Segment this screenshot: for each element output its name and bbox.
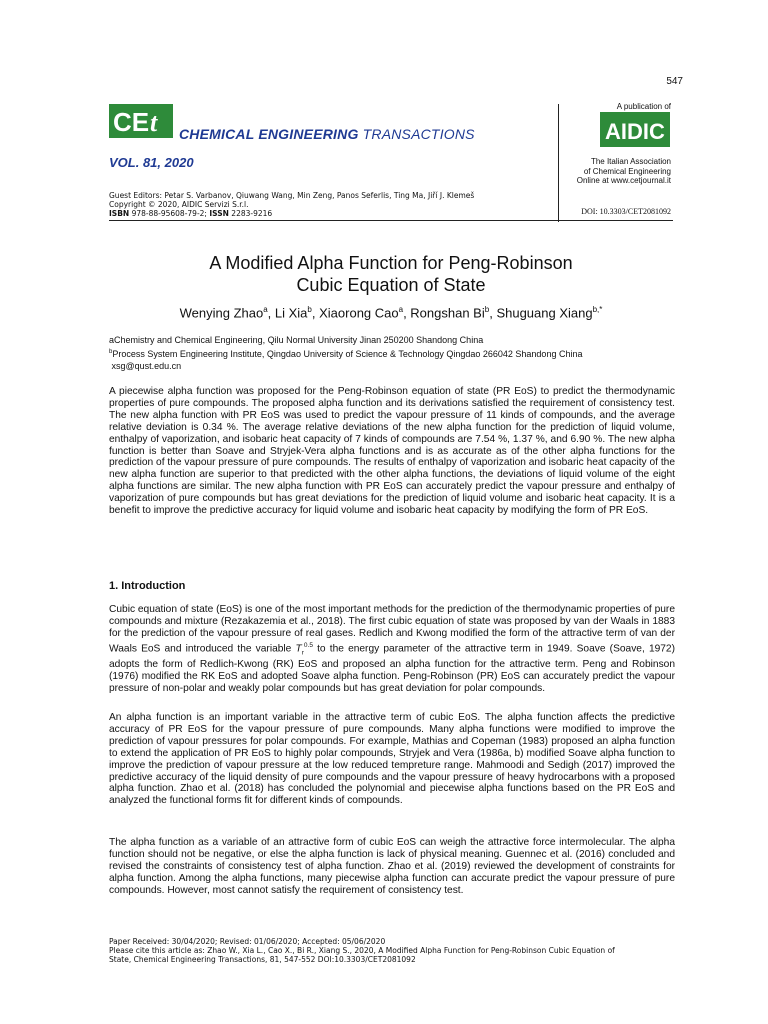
publisher-line: The Italian Association (590, 157, 671, 166)
section-heading-introduction: 1. Introduction (109, 580, 186, 592)
corresponding-email[interactable] (109, 360, 582, 372)
intro-paragraph-3: The alpha function as a variable of an attractive form of cubic EoS can weigh the attractive force intermolecular. The alpha function should not be negative, or else the alpha function is lack of physical meaning. Guennec et al. (2016) concluded and revised the constraints of consistency test of alpha function. Zhao et al. (2019) reviewed the development of constraints for alpha function. Among the alpha functions, many piecewise alpha function can accurate predict the vapour pressure of pure compounds. However, most cannot satisfy the requirement of consistency test. (109, 837, 675, 896)
intro-paragraph-2: An alpha function is an important variable in the attractive term of cubic EoS. The alpha function affects the predictive accuracy of PR EoS for the vapour pressure of pure compounds. Many alpha functions were modified to improve the prediction of vapour pressures for polar compounds. For example, Mathias and Copeman (1983) proposed an alpha function to extend the application of PR EoS to highly polar compounds, Stryjek and Vera (1986a, b) modified Soave alpha function to improve the prediction of vapour pressure at the low reduced tempreture range. Mahmoodi and Sedigh (2017) improved the predictive accuracy of the liquid density of pure compounds and the vapour pressure of heavy hydrocarbons with a proposed alpha function. Zhao et al. (2018) has concluded the polynomial and piecewise alpha functions based on the PR EoS and analyzed the functional forms fit for different kinds of compounds. (109, 712, 675, 807)
title-line-2: Cubic Equation of State (296, 275, 486, 295)
intro-p1-subscript: r (301, 649, 304, 657)
abstract: A piecewise alpha function was proposed for the Peng-Robinson equation of state (PR EoS) to predict the thermodynamic properties of pure compounds. The proposed alpha function and its derivations satisfied the requirement of consistency test. The new alpha function with PR EoS was used to predict the vapour pressure of 11 kinds of compounds, and the average relative deviation is 0.34 %. The average relative deviations of the new alpha function for the prediction of liquid volume, enthalpy of vaporization, and isobaric heat capacity of 7 kinds of compounds are 7.54 %, 1.37 %, and 6.90 %. The new alpha function is better than Soave and Stryjek-Vera alpha functions and is as accurate as of the other alpha functions for the prediction of the vapour pressure of pure compounds. The results of enthalpy of vaporization and isobaric heat capacity of the new alpha function are superior to that predicted with the other alpha functions, the deviations of liquid volume of the eight alpha functions are similar. The new alpha function with PR EoS can accurately predict the vapour pressure and enthalpy of vaporization of pure compounds but has great deviations for the prediction of liquid volume and isobaric heat capacity. It is a benefit to improve the predictive accuracy for liquid volume and isobaric heat capacity by modifying the form of PR EoS. (109, 386, 675, 517)
affiliation-b: Process System Engineering Institute, Qingdao University of Science & Technology Qingdao 266042 Shandong China (112, 349, 583, 359)
header-divider-vertical (558, 104, 559, 222)
author-affil-sup: a (398, 305, 404, 314)
publisher-line: of Chemical Engineering (583, 166, 671, 176)
citation-line-1: Please cite this article as: Zhao W., Xia L., Cao X., Bi R., Xiang S., 2020, A Modified Alpha Function for Peng-Robinson Cubic Equation of (109, 946, 615, 956)
publisher-info (577, 157, 671, 186)
guest-editors: Guest Editors: Petar S. Varbanov, Qiuwang Wang, Min Zeng, Panos Seferlis, Ting Ma, Jiří J. Klemeš (109, 191, 475, 200)
author-affil-sup: b (307, 305, 312, 314)
intro-p1-text-b: to the energy parameter of the attractive term in 1949. Soave (Soave, 1972) adopts the form of Redlich-Kwong (RK) EoS and proposed an alpha function for the attractive term. Peng and Robinson (1976) modified the RK EoS and adopted Soave alpha function. Peng-Robinson (PR) EoS can accurately predict the vapour pressure of non-polar and weakly polar compounds but has great deviation for polar compounds. (109, 643, 675, 694)
author-name: Li Xia (274, 305, 308, 321)
cet-logo (109, 104, 173, 138)
volume-label: VOL. 81, 2020 (109, 155, 194, 170)
footer (109, 937, 679, 965)
author-name: Wenying Zhao (179, 305, 264, 321)
author-affil-sup: b,* (592, 305, 603, 314)
journal-title (179, 126, 475, 142)
aidic-logo-text: AIDIC (605, 119, 665, 144)
issn-label: ISSN (209, 209, 229, 219)
page-number: 547 (666, 76, 683, 87)
copyright: Copyright © 2020, AIDIC Servizi S.r.l. (109, 200, 249, 210)
title-line-1: A Modified Alpha Function for Peng-Robinson (209, 253, 573, 273)
intro-p1-variable: T (295, 643, 302, 655)
journal-title-bold: CHEMICAL ENGINEERING (179, 126, 359, 142)
issn-value: 2283-9216 (231, 209, 273, 219)
isbn-issn (109, 209, 474, 218)
citation-line-2: State, Chemical Engineering Transactions, 81, 547-552 DOI:10.3303/CET2081092 (109, 955, 416, 965)
author-affil-sup: a (263, 305, 268, 314)
author-list: Wenying Zhao$^a$, Li Xia$^b$, Xiaorong Cao$^a$, Rongshan Bi$^b$, Shuguang Xiang$^{b,*}$ (179, 305, 603, 321)
aidic-logo (600, 112, 670, 147)
intro-p1-superscript: 0.5 (303, 641, 313, 649)
isbn-value: 978-88-95608-79-2; (131, 209, 207, 219)
journal-title-light: TRANSACTIONS (362, 126, 475, 142)
publisher-website[interactable]: Online at www.cetjournal.it (576, 176, 671, 185)
affiliation-b-sup: b (109, 349, 113, 355)
affiliation-a: aChemistry and Chemical Engineering, Qilu Normal University Jinan 250200 Shandong China (109, 335, 484, 345)
header-divider (109, 220, 673, 221)
intro-p1-text-a: Cubic equation of state (EoS) is one of the most important methods for the prediction of the thermodynamic properties of pure compounds and mixture (Rezakazemia et al., 2018). The first cubic equation of state was proposed by van der Waals in 1883 for the prediction of the vapour pressure of real gases. Redlich and Kwong modified the form of the attractive term of van der Waals EoS and introduced the variable (109, 604, 675, 655)
paper-received: Paper Received: 30/04/2020; Revised: 01/06/2020; Accepted: 05/06/2020 (109, 937, 386, 946)
cet-logo-text: CE (113, 107, 150, 137)
editorial-info (109, 191, 474, 219)
email-text[interactable]: xsg@qust.edu.cn (111, 361, 182, 371)
author-name: Rongshan Bi (410, 305, 485, 321)
author-name: Shuguang Xiang (496, 305, 593, 321)
affiliation-b-row (109, 346, 582, 360)
cet-logo-t: t (150, 108, 158, 137)
author-affil-sup: b (484, 305, 490, 314)
publisher-note: A publication of (616, 102, 671, 111)
isbn-label: ISBN (109, 209, 130, 219)
article-title (109, 252, 673, 296)
doi-header[interactable]: DOI: 10.3303/CET2081092 (581, 207, 671, 216)
author-name: Xiaorong Cao (319, 305, 399, 321)
intro-paragraph-1 (109, 604, 675, 695)
affiliations (109, 334, 582, 372)
